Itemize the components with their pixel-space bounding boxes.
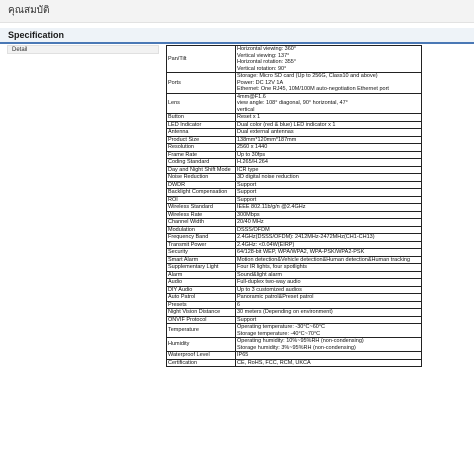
table-row — [167, 256, 422, 264]
spec-key: Resolution — [167, 144, 236, 152]
spec-value-line: Support — [237, 189, 257, 195]
spec-key: Smart Alarm — [167, 256, 236, 264]
spec-value-line: ICR type — [237, 166, 259, 173]
table-row — [167, 114, 422, 122]
table-row — [167, 211, 422, 219]
spec-value-line: DSSS/OFDM — [237, 226, 270, 233]
spec-value — [236, 264, 422, 272]
table-row — [167, 286, 422, 294]
table-row — [167, 226, 422, 234]
table-row — [167, 73, 422, 94]
spec-value-line: Operating temperature: -30°C~60°C — [237, 324, 326, 330]
spec-key: Presets — [167, 301, 236, 309]
spec-value-line: 2.4GHz: <0.04W(EIRP) — [237, 241, 295, 248]
section-title: Specification — [8, 30, 65, 40]
spec-key: Day and Night Shift Mode — [167, 166, 236, 174]
spec-value-line: Up to 30fps — [237, 151, 266, 158]
spec-value-line: 64/128-bit WEP, WPA/WPA2, WPA-PSK/WPA2-PSK — [237, 249, 365, 255]
spec-key: DWDR — [167, 181, 236, 189]
table-row — [167, 271, 422, 279]
top-bar — [0, 0, 474, 23]
table-row — [167, 359, 422, 367]
spec-value-line: Horizontal viewing: 360° — [237, 46, 297, 52]
spec-key: Certification — [167, 359, 236, 367]
spec-value — [236, 159, 422, 167]
spec-value-line: Operating humidity: 10%~95%RH (non-condensing) — [237, 338, 364, 344]
spec-key: LED Indicator — [167, 121, 236, 129]
spec-key: Wireless Rate — [167, 211, 236, 219]
table-row — [167, 234, 422, 242]
spec-value-line: Four IR lights, four spotlights — [237, 264, 308, 270]
spec-key: Waterproof Level — [167, 352, 236, 360]
spec-value — [236, 271, 422, 279]
spec-value-line: 30 meters (Depending on environment) — [237, 309, 333, 315]
spec-value — [236, 234, 422, 242]
table-row — [167, 219, 422, 227]
spec-value-line: 138mm*120mm*187mm — [237, 136, 297, 143]
spec-value-line: Dual external antennas — [237, 129, 294, 135]
spec-value-line: Reset x 1 — [237, 114, 261, 120]
spec-key: Temperature — [167, 324, 236, 338]
spec-value — [236, 256, 422, 264]
spec-key: Security — [167, 249, 236, 257]
table-row — [167, 159, 422, 167]
spec-value-line: CE, RoHS, FCC, RCM, UKCA — [237, 359, 311, 366]
spec-value-line: vertical — [237, 106, 255, 113]
spec-value — [236, 73, 422, 94]
spec-value-line: Support — [237, 196, 257, 203]
spec-key: Frame Rate — [167, 151, 236, 159]
spec-value — [236, 121, 422, 129]
spec-value-line: Up to 3 customized audios — [237, 286, 302, 293]
spec-value-line: Sound&light alarm — [237, 271, 282, 278]
spec-value-line: 4mm@F1.6 — [237, 93, 266, 100]
spec-value — [236, 174, 422, 182]
spec-key: Supplementary Light — [167, 264, 236, 272]
spec-value — [236, 249, 422, 257]
page-title: คุณสมบัติ — [8, 5, 50, 16]
spec-value — [236, 181, 422, 189]
table-row — [167, 301, 422, 309]
table-row — [167, 196, 422, 204]
spec-key: Antenna — [167, 129, 236, 137]
spec-key: Noise Reduction — [167, 174, 236, 182]
table-row — [167, 279, 422, 287]
table-row — [167, 189, 422, 197]
spec-key: ROI — [167, 196, 236, 204]
table-row — [167, 249, 422, 257]
table-row — [167, 166, 422, 174]
spec-value-line: Storage: Micro SD card (Up to 256G, Class10 and above) — [237, 73, 378, 79]
spec-value-line: Vertical viewing: 137° — [237, 52, 290, 59]
spec-value-line: 6 — [237, 301, 241, 308]
spec-value — [236, 211, 422, 219]
spec-value — [236, 144, 422, 152]
table-row — [167, 46, 422, 73]
spec-key: Alarm — [167, 271, 236, 279]
spec-value — [236, 129, 422, 137]
spec-key: Auto Patrol — [167, 294, 236, 302]
specification-table — [166, 45, 422, 367]
spec-value — [236, 93, 422, 114]
spec-key: Transmit Power — [167, 241, 236, 249]
table-row — [167, 352, 422, 360]
spec-value — [236, 324, 422, 338]
spec-key: Lens — [167, 93, 236, 114]
table-row — [167, 174, 422, 182]
spec-value-line: IP65 — [237, 352, 249, 358]
spec-value — [236, 294, 422, 302]
table-row — [167, 338, 422, 352]
table-row — [167, 151, 422, 159]
spec-value-line: Storage humidity: 3%~95%RH (non-condensing) — [237, 344, 356, 351]
spec-key: Pan/Tilt — [167, 46, 236, 73]
spec-value — [236, 46, 422, 73]
spec-value — [236, 166, 422, 174]
spec-value-line: view angle: 108° diagonal, 90° horizontal, 47° — [237, 100, 348, 106]
spec-value-line: Support — [237, 181, 257, 188]
spec-key: Backlight Compensation — [167, 189, 236, 197]
spec-value-line: Horizontal rotation: 355° — [237, 59, 297, 65]
spec-key: Frequency Band — [167, 234, 236, 242]
spec-key: Coding Standard — [167, 159, 236, 167]
spec-value — [236, 279, 422, 287]
spec-value-line: 2560 x 1440 — [237, 144, 268, 150]
spec-key: DIY Audio — [167, 286, 236, 294]
spec-value — [236, 114, 422, 122]
specification-table-body — [167, 46, 422, 367]
spec-value — [236, 301, 422, 309]
spec-value-line: 2.4GHz(DSSS/OFDM): 2412MHz-2472MHz(CH1-CH13) — [237, 234, 375, 240]
table-row — [167, 309, 422, 317]
spec-value-line: 300Mbps — [237, 211, 260, 218]
spec-value-line: Full-duplex two-way audio — [237, 279, 301, 285]
table-row — [167, 144, 422, 152]
spec-key: Humidity — [167, 338, 236, 352]
spec-value-line: 20/40 MHz — [237, 219, 264, 225]
spec-value — [236, 352, 422, 360]
table-row — [167, 93, 422, 114]
table-row — [167, 241, 422, 249]
table-row — [167, 181, 422, 189]
tab-detail[interactable]: Detail — [7, 45, 159, 54]
spec-value-line: Vertical rotation: 90° — [237, 65, 287, 72]
spec-value — [236, 226, 422, 234]
spec-value-line: Ethernet: One RJ45, 10M/100M auto-negotiation Ethernet port — [237, 86, 389, 92]
spec-value — [236, 196, 422, 204]
spec-value-line: IEEE 802.11b/g/n @2.4GHz — [237, 204, 306, 210]
spec-key: Audio — [167, 279, 236, 287]
table-row — [167, 316, 422, 324]
table-row — [167, 324, 422, 338]
spec-key: Night Vision Distance — [167, 309, 236, 317]
spec-key: Wireless Standard — [167, 204, 236, 212]
table-row — [167, 136, 422, 144]
spec-key: Modulation — [167, 226, 236, 234]
spec-value-line: Storage temperature: -40°C~70°C — [237, 330, 321, 337]
spec-value — [236, 151, 422, 159]
spec-value-line: Power: DC 12V 1A — [237, 79, 284, 86]
table-row — [167, 129, 422, 137]
spec-key: Ports — [167, 73, 236, 94]
spec-value — [236, 286, 422, 294]
spec-value-line: H.265/H.264 — [237, 159, 268, 165]
table-row — [167, 294, 422, 302]
spec-value — [236, 136, 422, 144]
spec-value-line: Panoramic patrol&Preset patrol — [237, 294, 314, 300]
table-row — [167, 264, 422, 272]
spec-key: Product Size — [167, 136, 236, 144]
spec-key: ONVIF Protocol — [167, 316, 236, 324]
spec-value-line: Dual color (red & blue) LED indicator x 1 — [237, 121, 336, 128]
spec-key: Channel Width — [167, 219, 236, 227]
specification-header — [0, 28, 474, 44]
spec-value — [236, 359, 422, 367]
spec-value-line: Support — [237, 316, 257, 323]
spec-key: Button — [167, 114, 236, 122]
spec-value — [236, 316, 422, 324]
spec-value — [236, 189, 422, 197]
spec-value — [236, 204, 422, 212]
spec-value-line: 3D digital noise reduction — [237, 174, 299, 180]
spec-value — [236, 219, 422, 227]
spec-value-line: Motion detection&Vehicle detection&Human detection&Human tracking — [237, 256, 411, 263]
table-row — [167, 204, 422, 212]
spec-value — [236, 241, 422, 249]
table-row — [167, 121, 422, 129]
spec-value — [236, 338, 422, 352]
spec-value — [236, 309, 422, 317]
